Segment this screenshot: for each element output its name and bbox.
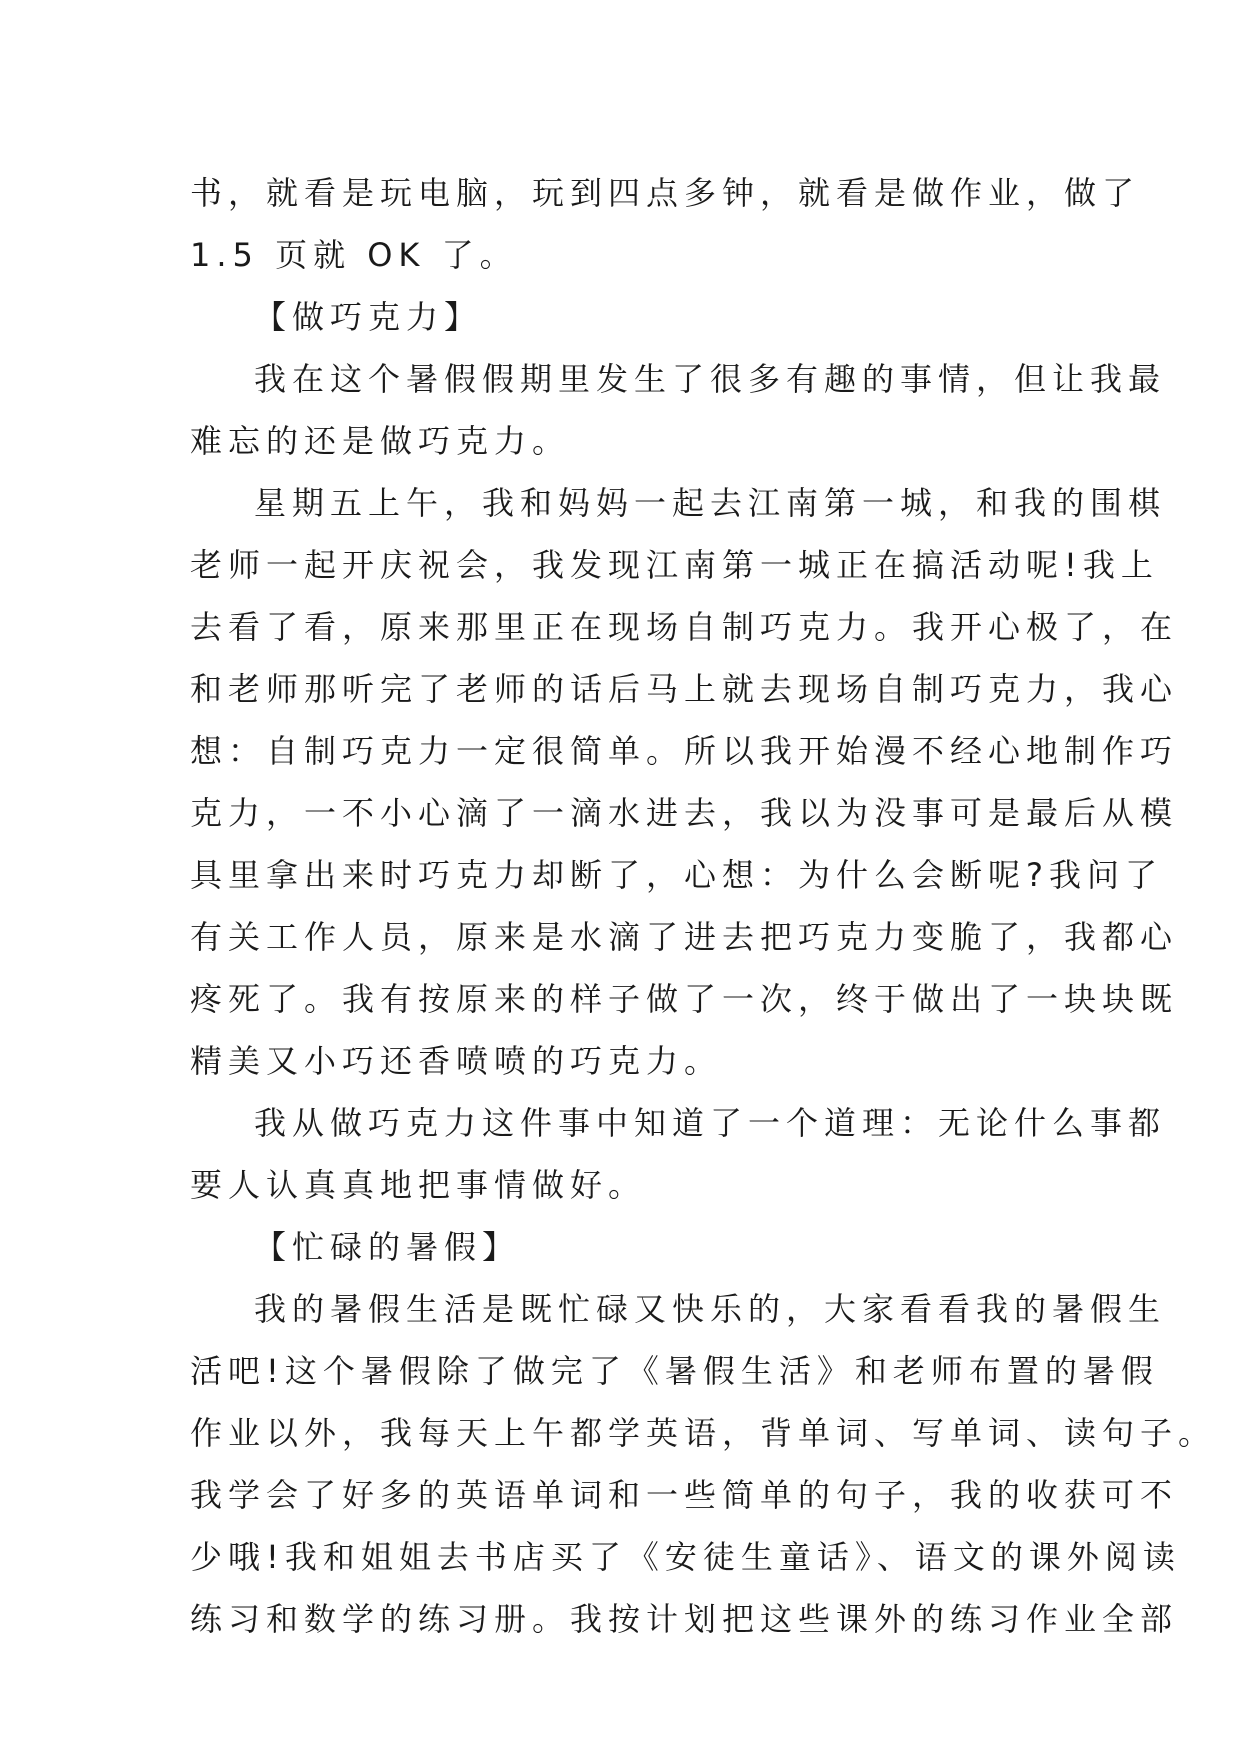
text-line: 作业以外，我每天上午都学英语，背单词、写单词、读句子。 (190, 1414, 1217, 1452)
text-line: 我的暑假生活是既忙碌又快乐的，大家看看我的暑假生 (254, 1290, 1167, 1328)
text-line: 活吧!这个暑假除了做完了《暑假生活》和老师布置的暑假 (190, 1352, 1159, 1390)
paragraph-continuation (190, 162, 1141, 286)
text-line: 老师一起开庆祝会，我发现江南第一城正在搞活动呢!我上 (190, 546, 1159, 584)
paragraph-busy-summer (190, 1278, 1217, 1650)
text-line: 我在这个暑假假期里发生了很多有趣的事情，但让我最 (254, 360, 1167, 398)
text-line: 和老师那听完了老师的话后马上就去现场自制巧克力，我心 (190, 670, 1179, 708)
section-heading-chocolate (190, 286, 1050, 348)
text-line: 1.5 页就 OK 了。 (190, 236, 518, 274)
text-line: 练习和数学的练习册。我按计划把这些课外的练习作业全部 (190, 1600, 1179, 1638)
text-line: 去看了看，原来那里正在现场自制巧克力。我开心极了，在 (190, 608, 1179, 646)
paragraph-intro-chocolate (190, 348, 1167, 472)
text-line: 克力，一不小心滴了一滴水进去，我以为没事可是最后从模 (190, 794, 1179, 832)
text-line: 难忘的还是做巧克力。 (190, 422, 571, 460)
paragraph-chocolate-lesson (190, 1092, 1167, 1216)
document-page (190, 162, 1217, 1650)
text-line: 疼死了。我有按原来的样子做了一次，终于做出了一块块既 (190, 980, 1179, 1018)
text-line: 有关工作人员，原来是水滴了进去把巧克力变脆了，我都心 (190, 918, 1179, 956)
section-heading: 【忙碌的暑假】 (254, 1228, 521, 1266)
text-line: 书，就看是玩电脑，玩到四点多钟，就看是做作业，做了 (190, 174, 1141, 212)
text-line: 我学会了好多的英语单词和一些简单的句子，我的收获可不 (190, 1476, 1179, 1514)
text-line: 星期五上午，我和妈妈一起去江南第一城，和我的围棋 (254, 484, 1167, 522)
section-heading: 【做巧克力】 (254, 298, 483, 336)
text-line: 少哦!我和姐姐去书店买了《安徒生童话》、语文的课外阅读 (190, 1538, 1181, 1576)
text-line: 想：自制巧克力一定很简单。所以我开始漫不经心地制作巧 (190, 732, 1179, 770)
text-line: 精美又小巧还香喷喷的巧克力。 (190, 1042, 723, 1080)
text-line: 我从做巧克力这件事中知道了一个道理：无论什么事都 (254, 1104, 1167, 1142)
text-line: 具里拿出来时巧克力却断了，心想：为什么会断呢?我问了 (190, 856, 1163, 894)
paragraph-chocolate-story (190, 472, 1179, 1092)
section-heading-busy-summer (190, 1216, 1050, 1278)
text-line: 要人认真真地把事情做好。 (190, 1166, 647, 1204)
